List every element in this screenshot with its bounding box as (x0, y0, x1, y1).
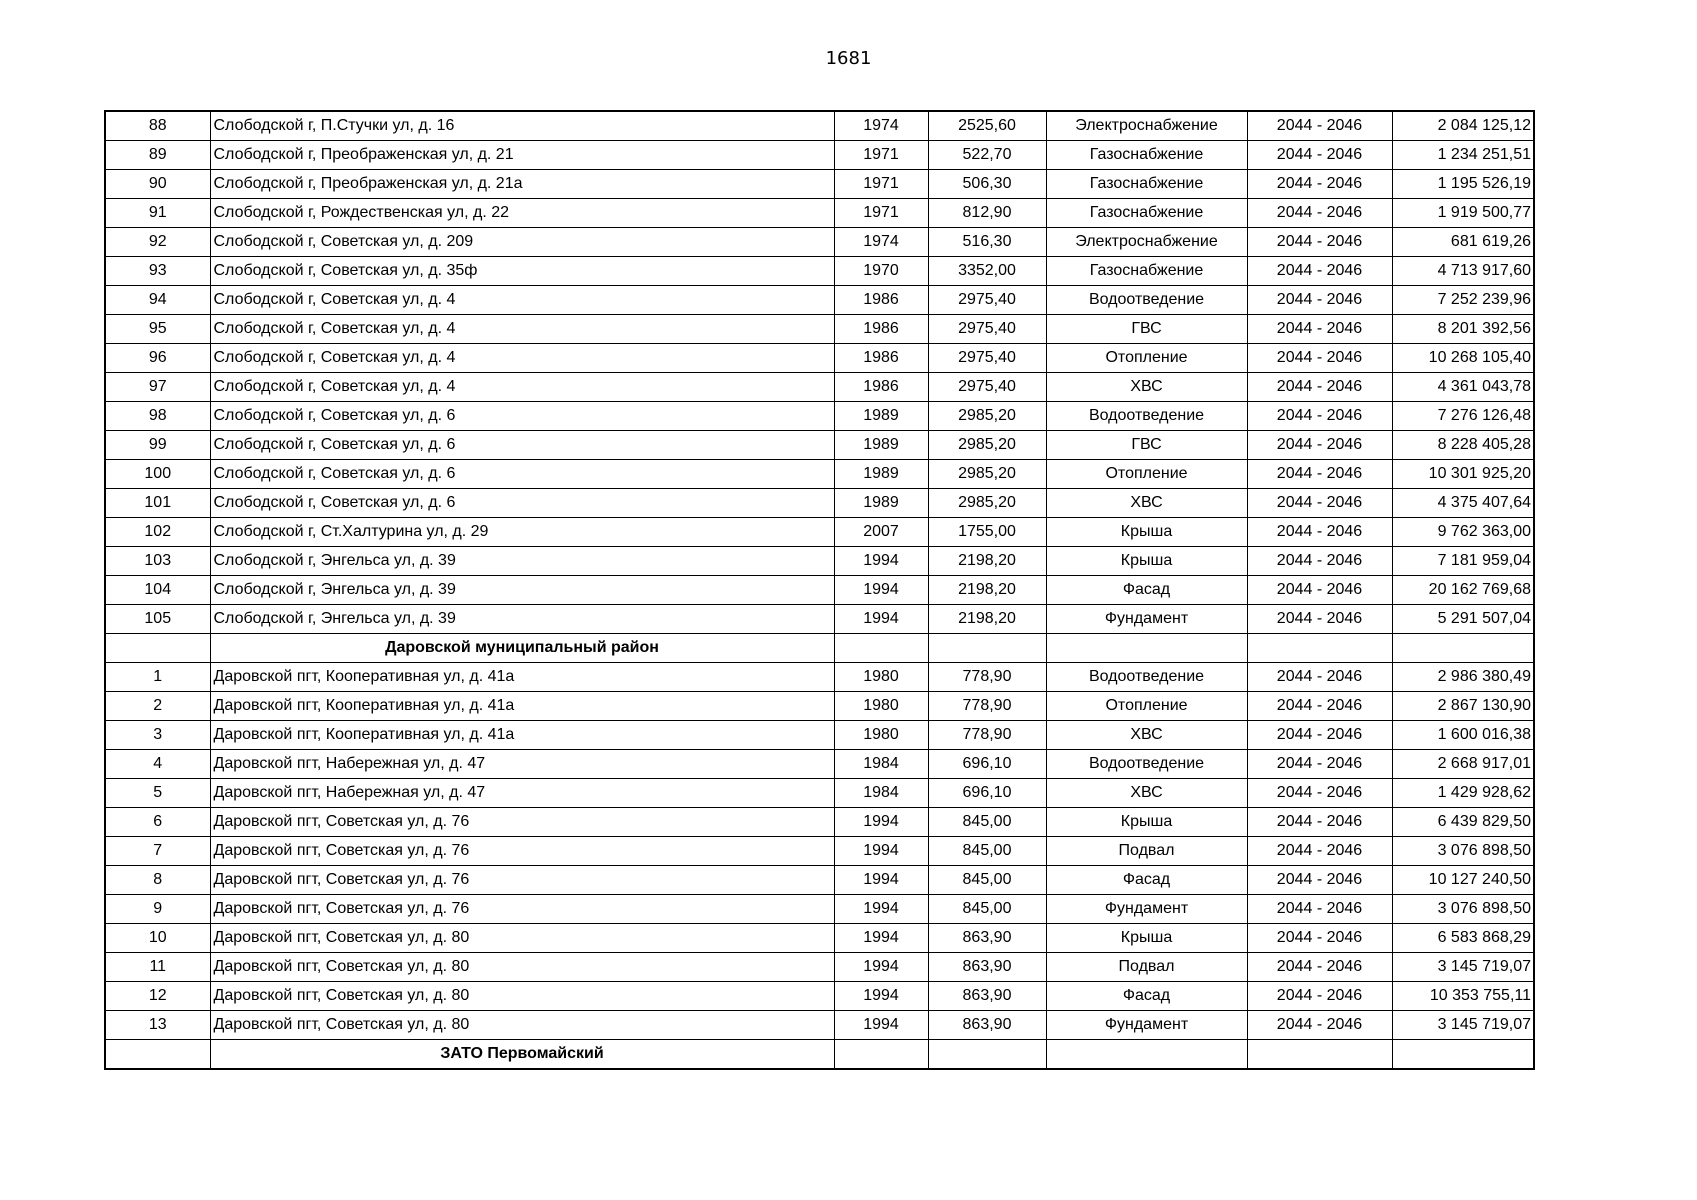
work-type-cell: Водоотведение (1046, 402, 1247, 431)
table-row (105, 141, 1534, 170)
period-cell: 2044 - 2046 (1247, 315, 1392, 344)
area-cell: 845,00 (928, 866, 1046, 895)
address-cell: Слободской г, Энгельса ул, д. 39 (210, 547, 834, 576)
period-cell (1247, 634, 1392, 663)
cost-cell: 3 145 719,07 (1392, 1011, 1534, 1040)
address-cell: Даровской пгт, Набережная ул, д. 47 (210, 779, 834, 808)
table-row (105, 489, 1534, 518)
period-cell: 2044 - 2046 (1247, 605, 1392, 634)
row-number-cell: 8 (105, 866, 210, 895)
cost-cell: 7 276 126,48 (1392, 402, 1534, 431)
area-cell: 1755,00 (928, 518, 1046, 547)
period-cell: 2044 - 2046 (1247, 344, 1392, 373)
year-cell: 1971 (834, 170, 928, 199)
address-cell: Слободской г, Советская ул, д. 4 (210, 373, 834, 402)
work-type-cell: Подвал (1046, 953, 1247, 982)
year-cell (834, 634, 928, 663)
area-cell: 778,90 (928, 692, 1046, 721)
cost-cell: 9 762 363,00 (1392, 518, 1534, 547)
address-cell: Даровской пгт, Кооперативная ул, д. 41а (210, 721, 834, 750)
table-row (105, 924, 1534, 953)
year-cell: 1986 (834, 373, 928, 402)
period-cell: 2044 - 2046 (1247, 663, 1392, 692)
row-number-cell: 104 (105, 576, 210, 605)
area-cell: 2985,20 (928, 489, 1046, 518)
cost-cell: 5 291 507,04 (1392, 605, 1534, 634)
year-cell: 1994 (834, 953, 928, 982)
table-row (105, 286, 1534, 315)
year-cell: 1989 (834, 460, 928, 489)
period-cell: 2044 - 2046 (1247, 692, 1392, 721)
year-cell: 2007 (834, 518, 928, 547)
row-number-cell (105, 1040, 210, 1070)
period-cell: 2044 - 2046 (1247, 286, 1392, 315)
period-cell: 2044 - 2046 (1247, 924, 1392, 953)
work-type-cell: Фундамент (1046, 605, 1247, 634)
address-cell: Даровской пгт, Советская ул, д. 76 (210, 808, 834, 837)
year-cell: 1971 (834, 199, 928, 228)
table-row (105, 431, 1534, 460)
row-number-cell: 9 (105, 895, 210, 924)
page-number: 1681 (825, 48, 872, 69)
row-number-cell: 94 (105, 286, 210, 315)
period-cell: 2044 - 2046 (1247, 257, 1392, 286)
cost-cell (1392, 634, 1534, 663)
row-number-cell: 7 (105, 837, 210, 866)
area-cell (928, 1040, 1046, 1070)
table-row (105, 750, 1534, 779)
row-number-cell (105, 634, 210, 663)
section-row (105, 634, 1534, 663)
row-number-cell: 2 (105, 692, 210, 721)
cost-cell: 2 668 917,01 (1392, 750, 1534, 779)
period-cell: 2044 - 2046 (1247, 199, 1392, 228)
area-cell: 2198,20 (928, 605, 1046, 634)
section-title: ЗАТО Первомайский (210, 1040, 834, 1070)
year-cell: 1980 (834, 721, 928, 750)
table-row (105, 373, 1534, 402)
period-cell: 2044 - 2046 (1247, 953, 1392, 982)
table-row (105, 982, 1534, 1011)
work-type-cell: ХВС (1046, 779, 1247, 808)
period-cell: 2044 - 2046 (1247, 750, 1392, 779)
row-number-cell: 90 (105, 170, 210, 199)
row-number-cell: 13 (105, 1011, 210, 1040)
address-cell: Слободской г, Советская ул, д. 209 (210, 228, 834, 257)
area-cell: 696,10 (928, 779, 1046, 808)
cost-cell: 4 713 917,60 (1392, 257, 1534, 286)
work-type-cell (1046, 634, 1247, 663)
row-number-cell: 103 (105, 547, 210, 576)
period-cell: 2044 - 2046 (1247, 460, 1392, 489)
address-cell: Слободской г, Энгельса ул, д. 39 (210, 605, 834, 634)
work-type-cell: Крыша (1046, 924, 1247, 953)
cost-cell: 6 583 868,29 (1392, 924, 1534, 953)
row-number-cell: 89 (105, 141, 210, 170)
year-cell: 1974 (834, 111, 928, 141)
cost-cell: 10 353 755,11 (1392, 982, 1534, 1011)
table-row (105, 692, 1534, 721)
period-cell: 2044 - 2046 (1247, 779, 1392, 808)
year-cell: 1986 (834, 315, 928, 344)
period-cell: 2044 - 2046 (1247, 808, 1392, 837)
work-type-cell: ХВС (1046, 489, 1247, 518)
row-number-cell: 1 (105, 663, 210, 692)
area-cell: 696,10 (928, 750, 1046, 779)
row-number-cell: 95 (105, 315, 210, 344)
area-cell: 2985,20 (928, 460, 1046, 489)
table-row (105, 663, 1534, 692)
area-cell: 812,90 (928, 199, 1046, 228)
year-cell: 1986 (834, 344, 928, 373)
year-cell: 1984 (834, 750, 928, 779)
table-row (105, 837, 1534, 866)
table-row (105, 257, 1534, 286)
work-type-cell: Газоснабжение (1046, 141, 1247, 170)
cost-cell: 3 076 898,50 (1392, 837, 1534, 866)
cost-cell: 6 439 829,50 (1392, 808, 1534, 837)
year-cell: 1994 (834, 605, 928, 634)
address-cell: Слободской г, Энгельса ул, д. 39 (210, 576, 834, 605)
cost-cell: 4 361 043,78 (1392, 373, 1534, 402)
table-row (105, 315, 1534, 344)
table-row (105, 111, 1534, 141)
area-cell: 2198,20 (928, 547, 1046, 576)
year-cell: 1984 (834, 779, 928, 808)
work-type-cell: ГВС (1046, 315, 1247, 344)
address-cell: Слободской г, Советская ул, д. 35ф (210, 257, 834, 286)
year-cell: 1994 (834, 866, 928, 895)
year-cell: 1980 (834, 663, 928, 692)
period-cell: 2044 - 2046 (1247, 373, 1392, 402)
cost-cell: 10 268 105,40 (1392, 344, 1534, 373)
year-cell: 1980 (834, 692, 928, 721)
address-cell: Даровской пгт, Советская ул, д. 80 (210, 924, 834, 953)
period-cell (1247, 1040, 1392, 1070)
section-title: Даровской муниципальный район (210, 634, 834, 663)
work-type-cell: Водоотведение (1046, 286, 1247, 315)
year-cell: 1994 (834, 547, 928, 576)
period-cell: 2044 - 2046 (1247, 402, 1392, 431)
period-cell: 2044 - 2046 (1247, 111, 1392, 141)
area-cell: 863,90 (928, 924, 1046, 953)
year-cell: 1989 (834, 431, 928, 460)
work-type-cell: Фасад (1046, 866, 1247, 895)
area-cell: 2525,60 (928, 111, 1046, 141)
address-cell: Даровской пгт, Советская ул, д. 80 (210, 1011, 834, 1040)
cost-cell: 1 919 500,77 (1392, 199, 1534, 228)
row-number-cell: 105 (105, 605, 210, 634)
work-type-cell: Подвал (1046, 837, 1247, 866)
work-type-cell: Электроснабжение (1046, 228, 1247, 257)
work-type-cell: ГВС (1046, 431, 1247, 460)
work-type-cell: Крыша (1046, 518, 1247, 547)
row-number-cell: 96 (105, 344, 210, 373)
table-row (105, 895, 1534, 924)
year-cell: 1994 (834, 808, 928, 837)
table-row (105, 518, 1534, 547)
cost-cell: 3 145 719,07 (1392, 953, 1534, 982)
work-type-cell: Электроснабжение (1046, 111, 1247, 141)
area-cell: 2985,20 (928, 431, 1046, 460)
table-row (105, 547, 1534, 576)
area-cell: 845,00 (928, 895, 1046, 924)
table-row (105, 402, 1534, 431)
repair-schedule-table (104, 110, 1535, 1070)
year-cell: 1994 (834, 576, 928, 605)
row-number-cell: 10 (105, 924, 210, 953)
table-row (105, 344, 1534, 373)
period-cell: 2044 - 2046 (1247, 431, 1392, 460)
work-type-cell: Отопление (1046, 344, 1247, 373)
area-cell: 778,90 (928, 721, 1046, 750)
area-cell: 2975,40 (928, 373, 1046, 402)
cost-cell: 1 600 016,38 (1392, 721, 1534, 750)
address-cell: Слободской г, Советская ул, д. 4 (210, 344, 834, 373)
row-number-cell: 99 (105, 431, 210, 460)
address-cell: Даровской пгт, Кооперативная ул, д. 41а (210, 663, 834, 692)
year-cell: 1986 (834, 286, 928, 315)
area-cell: 863,90 (928, 1011, 1046, 1040)
table-row (105, 460, 1534, 489)
row-number-cell: 11 (105, 953, 210, 982)
cost-cell: 7 181 959,04 (1392, 547, 1534, 576)
period-cell: 2044 - 2046 (1247, 982, 1392, 1011)
address-cell: Слободской г, Советская ул, д. 4 (210, 286, 834, 315)
period-cell: 2044 - 2046 (1247, 721, 1392, 750)
cost-cell: 10 127 240,50 (1392, 866, 1534, 895)
area-cell: 2198,20 (928, 576, 1046, 605)
area-cell: 863,90 (928, 982, 1046, 1011)
year-cell: 1989 (834, 489, 928, 518)
address-cell: Слободской г, Преображенская ул, д. 21 (210, 141, 834, 170)
table-row (105, 953, 1534, 982)
address-cell: Даровской пгт, Набережная ул, д. 47 (210, 750, 834, 779)
year-cell: 1994 (834, 837, 928, 866)
cost-cell: 3 076 898,50 (1392, 895, 1534, 924)
cost-cell: 8 228 405,28 (1392, 431, 1534, 460)
row-number-cell: 3 (105, 721, 210, 750)
area-cell: 845,00 (928, 808, 1046, 837)
table-row (105, 779, 1534, 808)
work-type-cell: Водоотведение (1046, 663, 1247, 692)
cost-cell: 4 375 407,64 (1392, 489, 1534, 518)
year-cell: 1989 (834, 402, 928, 431)
row-number-cell: 6 (105, 808, 210, 837)
work-type-cell: Отопление (1046, 460, 1247, 489)
address-cell: Даровской пгт, Советская ул, д. 76 (210, 866, 834, 895)
work-type-cell: Крыша (1046, 547, 1247, 576)
work-type-cell: Отопление (1046, 692, 1247, 721)
table-row (105, 721, 1534, 750)
table-row (105, 228, 1534, 257)
table-row (105, 170, 1534, 199)
area-cell: 863,90 (928, 953, 1046, 982)
row-number-cell: 100 (105, 460, 210, 489)
period-cell: 2044 - 2046 (1247, 837, 1392, 866)
address-cell: Даровской пгт, Кооперативная ул, д. 41а (210, 692, 834, 721)
period-cell: 2044 - 2046 (1247, 895, 1392, 924)
year-cell: 1994 (834, 982, 928, 1011)
area-cell: 845,00 (928, 837, 1046, 866)
period-cell: 2044 - 2046 (1247, 1011, 1392, 1040)
area-cell (928, 634, 1046, 663)
work-type-cell: ХВС (1046, 373, 1247, 402)
address-cell: Слободской г, Преображенская ул, д. 21а (210, 170, 834, 199)
cost-cell (1392, 1040, 1534, 1070)
address-cell: Слободской г, Советская ул, д. 6 (210, 431, 834, 460)
work-type-cell (1046, 1040, 1247, 1070)
area-cell: 522,70 (928, 141, 1046, 170)
row-number-cell: 4 (105, 750, 210, 779)
work-type-cell: Газоснабжение (1046, 257, 1247, 286)
year-cell: 1994 (834, 895, 928, 924)
period-cell: 2044 - 2046 (1247, 547, 1392, 576)
address-cell: Слободской г, Рождественская ул, д. 22 (210, 199, 834, 228)
period-cell: 2044 - 2046 (1247, 518, 1392, 547)
area-cell: 506,30 (928, 170, 1046, 199)
year-cell: 1994 (834, 1011, 928, 1040)
work-type-cell: Водоотведение (1046, 750, 1247, 779)
period-cell: 2044 - 2046 (1247, 141, 1392, 170)
row-number-cell: 88 (105, 111, 210, 141)
row-number-cell: 97 (105, 373, 210, 402)
section-row (105, 1040, 1534, 1070)
address-cell: Даровской пгт, Советская ул, д. 80 (210, 982, 834, 1011)
work-type-cell: Фундамент (1046, 1011, 1247, 1040)
year-cell: 1974 (834, 228, 928, 257)
work-type-cell: Газоснабжение (1046, 170, 1247, 199)
year-cell (834, 1040, 928, 1070)
row-number-cell: 101 (105, 489, 210, 518)
work-type-cell: Крыша (1046, 808, 1247, 837)
table-row (105, 1011, 1534, 1040)
period-cell: 2044 - 2046 (1247, 576, 1392, 605)
work-type-cell: Фундамент (1046, 895, 1247, 924)
row-number-cell: 12 (105, 982, 210, 1011)
area-cell: 516,30 (928, 228, 1046, 257)
area-cell: 2975,40 (928, 315, 1046, 344)
row-number-cell: 93 (105, 257, 210, 286)
area-cell: 2975,40 (928, 344, 1046, 373)
work-type-cell: Фасад (1046, 576, 1247, 605)
cost-cell: 1 429 928,62 (1392, 779, 1534, 808)
year-cell: 1971 (834, 141, 928, 170)
cost-cell: 20 162 769,68 (1392, 576, 1534, 605)
work-type-cell: ХВС (1046, 721, 1247, 750)
cost-cell: 681 619,26 (1392, 228, 1534, 257)
area-cell: 778,90 (928, 663, 1046, 692)
address-cell: Слободской г, П.Стучки ул, д. 16 (210, 111, 834, 141)
row-number-cell: 92 (105, 228, 210, 257)
cost-cell: 1 195 526,19 (1392, 170, 1534, 199)
period-cell: 2044 - 2046 (1247, 866, 1392, 895)
table-row (105, 808, 1534, 837)
address-cell: Слободской г, Советская ул, д. 6 (210, 402, 834, 431)
address-cell: Слободской г, Советская ул, д. 6 (210, 460, 834, 489)
area-cell: 3352,00 (928, 257, 1046, 286)
table-row (105, 576, 1534, 605)
cost-cell: 2 986 380,49 (1392, 663, 1534, 692)
table-row (105, 866, 1534, 895)
address-cell: Слободской г, Советская ул, д. 4 (210, 315, 834, 344)
work-type-cell: Фасад (1046, 982, 1247, 1011)
period-cell: 2044 - 2046 (1247, 170, 1392, 199)
address-cell: Даровской пгт, Советская ул, д. 76 (210, 895, 834, 924)
cost-cell: 2 084 125,12 (1392, 111, 1534, 141)
row-number-cell: 91 (105, 199, 210, 228)
cost-cell: 7 252 239,96 (1392, 286, 1534, 315)
cost-cell: 10 301 925,20 (1392, 460, 1534, 489)
table-row (105, 199, 1534, 228)
address-cell: Слободской г, Ст.Халтурина ул, д. 29 (210, 518, 834, 547)
address-cell: Слободской г, Советская ул, д. 6 (210, 489, 834, 518)
work-type-cell: Газоснабжение (1046, 199, 1247, 228)
row-number-cell: 5 (105, 779, 210, 808)
address-cell: Даровской пгт, Советская ул, д. 80 (210, 953, 834, 982)
cost-cell: 8 201 392,56 (1392, 315, 1534, 344)
address-cell: Даровской пгт, Советская ул, д. 76 (210, 837, 834, 866)
row-number-cell: 98 (105, 402, 210, 431)
cost-cell: 1 234 251,51 (1392, 141, 1534, 170)
period-cell: 2044 - 2046 (1247, 489, 1392, 518)
cost-cell: 2 867 130,90 (1392, 692, 1534, 721)
year-cell: 1994 (834, 924, 928, 953)
table-body (105, 111, 1534, 1069)
area-cell: 2985,20 (928, 402, 1046, 431)
year-cell: 1970 (834, 257, 928, 286)
row-number-cell: 102 (105, 518, 210, 547)
area-cell: 2975,40 (928, 286, 1046, 315)
table-row (105, 605, 1534, 634)
period-cell: 2044 - 2046 (1247, 228, 1392, 257)
